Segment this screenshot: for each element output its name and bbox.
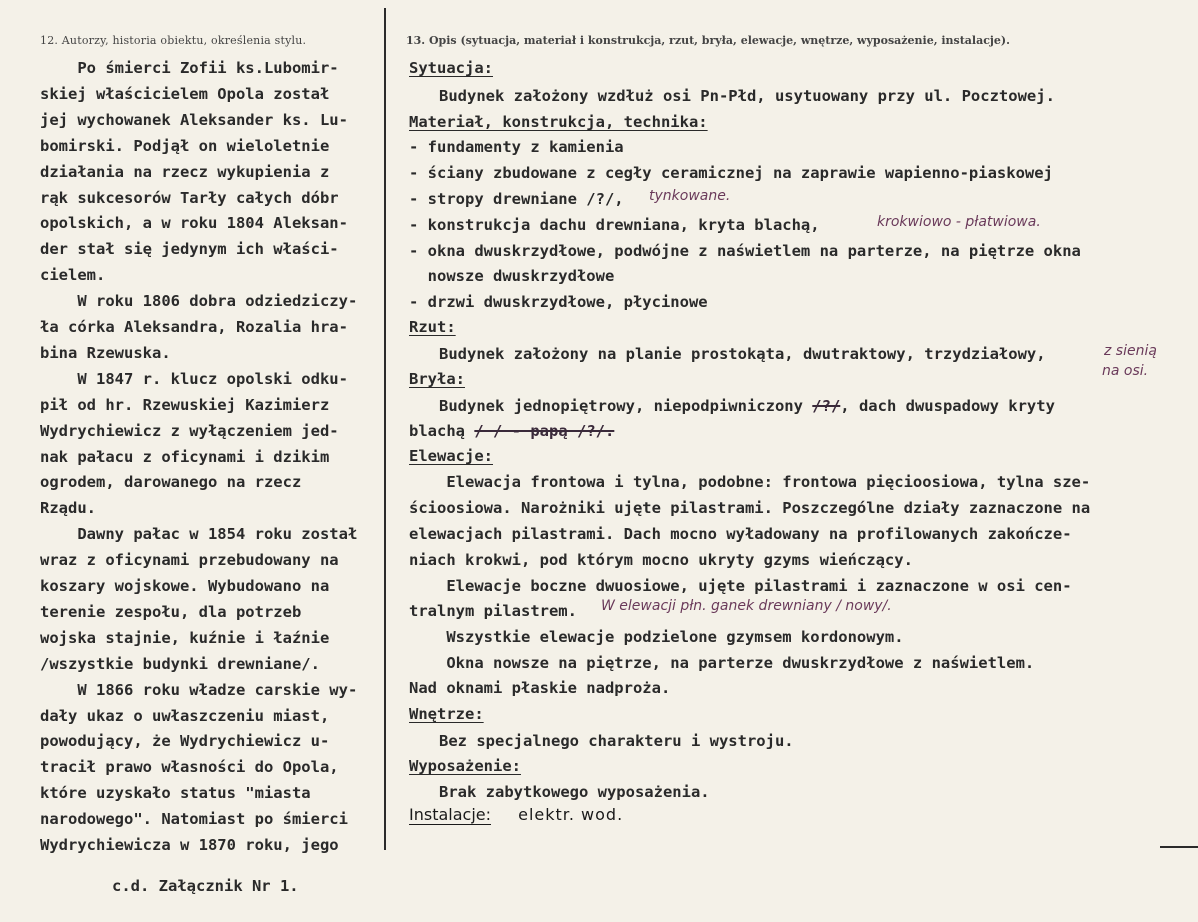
rzut-text: Budynek założony na planie prostokąta, dwutraktowy, trzydziałowy, [439, 345, 1046, 363]
history-line: opolskich, a w roku 1804 Aleksan- [40, 214, 348, 233]
history-line: dały ukaz o uwłaszczeniu miast, [40, 706, 330, 725]
history-line: Dawny pałac w 1854 roku został [40, 525, 358, 544]
history-line: Po śmierci Zofii ks.Lubomir- [40, 59, 339, 77]
bryla-text-blacha: blachą [409, 422, 465, 440]
history-line: skiej właścicielem Opola został [40, 84, 330, 103]
history-line: bomirski. Podjął on wieloletnie [40, 136, 330, 155]
bryla-line [409, 396, 1055, 416]
history-line: rąk sukcesorów Tarły całych dóbr [40, 188, 339, 207]
bryla-line [409, 421, 614, 441]
column-divider [384, 8, 386, 850]
history-line: wraz z oficynami przebudowany na [40, 551, 339, 570]
history-line: koszary wojskowe. Wybudowano na [40, 577, 330, 595]
elewacje-line: Wszystkie elewacje podzielone gzymsem kordonowym. [409, 628, 904, 646]
bryla-text-start: Budynek jednopiętrowy, niepodpiwniczony [439, 397, 803, 415]
heading-elewacje: Elewacje: [409, 447, 493, 465]
history-line: Wydrychiewicz z wyłączeniem jed- [40, 421, 339, 440]
handwritten-note-ganek: W elewacji płn. ganek drewniany / nowy/. [601, 598, 892, 614]
history-line: które uzyskało status "miasta [40, 784, 311, 803]
history-line: ogrodem, darowanego na rzecz [40, 473, 302, 492]
history-line: terenie zespołu, dla potrzeb [40, 602, 302, 621]
right-column-header: 13. Opis (sytuacja, materiał i konstrukcja, rzut, bryła, elewacje, wnętrze, wyposażenie, instalacje). [406, 34, 1010, 47]
material-item: - fundamenty z kamienia [409, 138, 624, 156]
history-line: działania na rzecz wykupienia z [40, 162, 330, 181]
history-line: narodowego". Natomiast po śmierci [40, 810, 348, 829]
elewacje-line: tralnym pilastrem. [409, 602, 577, 620]
elewacje-line: elewacjach pilastrami. Dach mocno wyładowany na profilowanych zakończe- [409, 525, 1072, 543]
instalacje-line [409, 805, 623, 824]
bottom-rule [1160, 846, 1198, 848]
elewacje-line: ścioosiowa. Narożniki ujęte pilastrami. Poszczególne działy zaznaczone na [409, 499, 1091, 517]
history-line: der stał się jedynym ich właści- [40, 240, 339, 259]
elewacje-line: Elewacje boczne dwuosiowe, ujęte pilastrami i zaznaczone w osi cen- [409, 577, 1072, 595]
history-line: W 1866 roku władze carskie wy- [40, 680, 358, 699]
handwritten-note-sien: z sienią [1104, 343, 1157, 359]
material-item: - konstrukcja dachu drewniana, kryta blachą, [409, 216, 820, 234]
material-item: - okna dwuskrzydłowe, podwójne z naświetlem na parterze, na piętrze okna [409, 242, 1081, 260]
history-line: Rządu. [40, 499, 96, 518]
material-item: - stropy drewniane /?/, [409, 190, 624, 208]
history-line: W 1847 r. klucz opolski odku- [40, 369, 348, 388]
heading-wyposazenie: Wyposażenie: [409, 757, 521, 775]
wyposazenie-text: Brak zabytkowego wyposażenia. [439, 783, 710, 801]
handwritten-note-os: na osi. [1102, 363, 1149, 379]
footer-attachment-note: c.d. Załącznik Nr 1. [112, 877, 299, 895]
heading-bryla: Bryła: [409, 370, 465, 388]
history-line: ła córka Aleksandra, Rozalia hra- [40, 318, 348, 336]
elewacje-line: Elewacja frontowa i tylna, podobne: frontowa pięcioosiowa, tylna sze- [409, 473, 1091, 491]
history-line: tracił prawo własności do Opola, [40, 758, 339, 777]
elewacje-line: niach krokwi, pod którym mocno ukryty gzyms wieńczący. [409, 551, 913, 569]
history-line: cielem. [40, 266, 106, 285]
sytuacja-text: Budynek założony wzdłuż osi Pn-Płd, usytuowany przy ul. Pocztowej. [439, 87, 1055, 105]
heading-instalacje: Instalacje: [409, 805, 491, 824]
wnetrze-text: Bez specjalnego charakteru i wystroju. [439, 732, 794, 750]
bryla-struck-text: / / - papą /?/. [474, 422, 615, 440]
left-column-header: 12. Autorzy, historia obiektu, określenia stylu. [40, 34, 307, 47]
history-line: wojska stajnie, kuźnie i łaźnie [40, 628, 330, 647]
handwritten-note-dach: krokwiowo - płatwiowa. [877, 214, 1041, 230]
material-item: nowsze dwuskrzydłowe [409, 267, 615, 285]
heading-material: Materiał, konstrukcja, technika: [409, 113, 708, 131]
elewacje-line: Okna nowsze na piętrze, na parterze dwuskrzydłowe z naświetlem. [409, 654, 1035, 672]
bryla-text-end: , dach dwuspadowy kryty [840, 397, 1055, 415]
handwritten-note-stropy: tynkowane. [649, 188, 731, 204]
elewacje-line: Nad oknami płaskie nadproża. [409, 679, 671, 697]
material-item: - drzwi dwuskrzydłowe, płycinowe [409, 293, 708, 311]
bryla-struck-text: /?/ [812, 397, 841, 415]
history-line: W roku 1806 dobra odziedziczy- [40, 292, 358, 311]
heading-wnetrze: Wnętrze: [409, 705, 484, 723]
heading-rzut: Rzut: [409, 318, 456, 336]
material-item: - ściany zbudowane z cegły ceramicznej na zaprawie wapienno-piaskowej [409, 164, 1053, 182]
history-line: pił od hr. Rzewuskiej Kazimierz [40, 395, 330, 414]
heading-sytuacja: Sytuacja: [409, 59, 493, 77]
history-line: /wszystkie budynki drewniane/. [40, 654, 320, 673]
instalacje-text: elektr. wod. [518, 805, 624, 824]
history-line: Wydrychiewicza w 1870 roku, jego [40, 836, 339, 854]
history-line: powodujący, że Wydrychiewicz u- [40, 732, 330, 751]
history-line: bina Rzewuska. [40, 343, 171, 362]
history-line: nak pałacu z oficynami i dzikim [40, 447, 330, 466]
history-line: jej wychowanek Aleksander ks. Lu- [40, 110, 348, 129]
